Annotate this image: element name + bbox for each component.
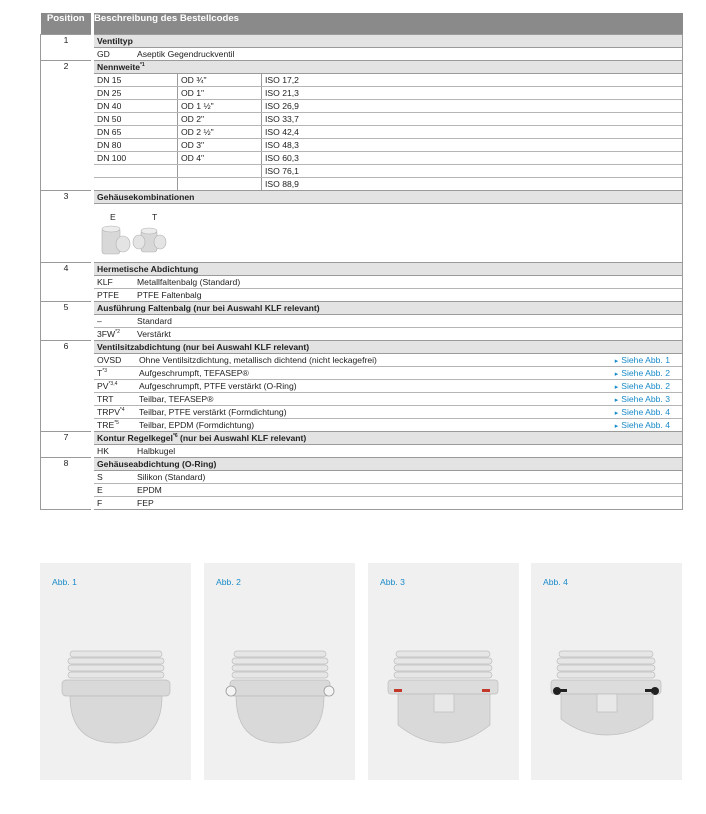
code: GD [97, 49, 110, 59]
figure-label: Abb. 1 [52, 577, 77, 587]
section-title: Ventiltyp [94, 35, 682, 48]
section-control-plug-contour [93, 432, 683, 458]
see-figure-link[interactable]: ▸ Siehe Abb. 4 [615, 419, 670, 433]
iso-value: ISO 26,9 [262, 100, 683, 113]
see-figure-link[interactable]: ▸ Siehe Abb. 1 [615, 354, 670, 368]
section-valve-type [93, 35, 683, 61]
section-housing-combinations [93, 191, 683, 263]
see-figure-link[interactable]: ▸ Siehe Abb. 2 [615, 367, 670, 381]
code-row [94, 497, 682, 509]
od-value: OD 2 ½" [178, 126, 262, 139]
od-value: OD 4" [178, 152, 262, 165]
section-title-suffix: (nur bei Auswahl KLF relevant) [177, 433, 307, 443]
code [97, 419, 139, 431]
code-text: Teilbar, TEFASEP® [139, 394, 214, 404]
section-title-text: Kontur Regelkegel [97, 433, 173, 443]
figure-label: Abb. 2 [216, 577, 241, 587]
figure-2 [204, 563, 355, 780]
dn-value [94, 178, 178, 191]
figure-3 [368, 563, 519, 780]
code: E [97, 485, 103, 495]
see-figure-link[interactable]: ▸ Siehe Abb. 2 [615, 380, 670, 394]
code-row [94, 471, 682, 484]
od-value: OD 2" [178, 113, 262, 126]
dn-value: DN 100 [94, 152, 178, 165]
code [97, 367, 139, 379]
dn-value: DN 40 [94, 100, 178, 113]
code [97, 315, 137, 327]
code-row [94, 393, 682, 406]
section-title: Ventilsitzabdichtung (nur bei Auswahl KLF relevant) [94, 341, 682, 354]
code: PTFE [97, 290, 119, 300]
code-text: Aufgeschrumpft, PTFE verstärkt (O-Ring) [139, 381, 297, 391]
code-text: FEP [137, 498, 154, 508]
valve-seat-illustration-3 [368, 603, 519, 753]
code-row [94, 419, 682, 431]
code: KLF [97, 277, 113, 287]
see-figure-link[interactable]: ▸ Siehe Abb. 3 [615, 393, 670, 407]
section-housing-seal [93, 458, 683, 510]
code-value: PV [97, 381, 109, 391]
footnote-mark: *6 [172, 433, 178, 439]
iso-value: ISO 88,9 [265, 179, 299, 189]
code-row [94, 380, 682, 393]
figure-1 [40, 563, 191, 780]
position-number: 7 [41, 432, 93, 458]
od-value: OD ¾" [178, 74, 262, 87]
position-number: 6 [41, 341, 93, 432]
code [97, 354, 139, 366]
iso-value: ISO 42,4 [262, 126, 683, 139]
code-row [94, 315, 682, 328]
code [97, 406, 139, 418]
see-figure-link[interactable]: ▸ Siehe Abb. 4 [615, 406, 670, 420]
footnote-mark: *1 [139, 62, 145, 68]
section-bellows-design [93, 302, 683, 341]
code-text: Silikon (Standard) [137, 472, 206, 482]
header-description: Beschreibung des Bestellcodes [93, 13, 683, 35]
position-number: 1 [41, 35, 93, 61]
position-number: 4 [41, 263, 93, 302]
order-code-table [40, 13, 683, 510]
code: S [97, 472, 103, 482]
housing-e-t-image [99, 224, 219, 264]
iso-value: ISO 48,3 [262, 139, 683, 152]
section-title: Gehäusekombinationen [94, 191, 682, 204]
housing-images [94, 204, 682, 262]
section-title [94, 432, 682, 445]
code-row [94, 445, 682, 457]
iso-value: ISO 21,3 [262, 87, 683, 100]
code-row [94, 276, 682, 289]
dn-value: DN 50 [94, 113, 178, 126]
code-row [94, 289, 682, 301]
code-text: Aufgeschrumpft, TEFASEP® [139, 368, 249, 378]
housing-label-e: E [110, 212, 116, 222]
code-value: 3FW [97, 329, 116, 339]
iso-value: ISO 60,3 [262, 152, 683, 165]
code-text: PTFE Faltenbalg [137, 290, 202, 300]
footnote-mark: *4 [119, 407, 125, 413]
housing-label-t: T [152, 212, 158, 222]
od-value [178, 178, 262, 191]
dn-value: DN 25 [94, 87, 178, 100]
code [97, 328, 137, 340]
code-value: T [97, 368, 103, 378]
code-row [94, 367, 682, 380]
section-title: Ausführung Faltenbalg (nur bei Auswahl KLF relevant) [94, 302, 682, 315]
code [97, 380, 139, 392]
code-row [94, 484, 682, 497]
dn-value [94, 165, 178, 178]
code-row [94, 328, 682, 340]
section-title: Hermetische Abdichtung [94, 263, 682, 276]
section-title-text: Nennweite [97, 62, 140, 72]
code-text: Verstärkt [137, 329, 171, 339]
code-row [94, 354, 682, 367]
code-text: Aseptik Gegendruckventil [137, 49, 235, 59]
dn-value: DN 80 [94, 139, 178, 152]
code-text: Teilbar, PTFE verstärkt (Formdichtung) [139, 407, 287, 417]
section-title: Gehäuseabdichtung (O-Ring) [94, 458, 682, 471]
header-position: Position [41, 13, 93, 35]
figure-label: Abb. 4 [543, 577, 568, 587]
position-number: 8 [41, 458, 93, 510]
iso-value: ISO 33,7 [262, 113, 683, 126]
code-row [94, 48, 682, 60]
footnote-mark: *3,4 [108, 381, 118, 387]
code-value: TRT [97, 394, 114, 404]
od-value: OD 3" [178, 139, 262, 152]
section-valve-seat-seal [93, 341, 683, 432]
code-value: TRE [97, 420, 115, 430]
section-nominal-size [93, 61, 683, 191]
code: F [97, 498, 103, 508]
iso-value: ISO 76,1 [262, 165, 683, 178]
od-value: OD 1 ½" [178, 100, 262, 113]
code-row [94, 406, 682, 419]
code-value: – [97, 316, 102, 326]
code-text: Standard [137, 316, 172, 326]
valve-seat-illustration-4 [531, 603, 682, 753]
valve-seat-illustration-2 [204, 603, 355, 753]
position-number: 2 [41, 61, 93, 191]
section-title [94, 61, 682, 74]
code-text: EPDM [137, 485, 162, 495]
dn-value: DN 65 [94, 126, 178, 139]
od-value [178, 165, 262, 178]
footnote-mark: *5 [114, 420, 119, 426]
figure-4 [531, 563, 682, 780]
size-table [94, 74, 682, 190]
code: HK [97, 446, 109, 456]
position-number: 5 [41, 302, 93, 341]
code-text: Metallfaltenbalg (Standard) [137, 277, 241, 287]
code-text: Halbkugel [137, 446, 176, 456]
footnote-mark: *3 [102, 368, 107, 374]
code-text: Teilbar, EPDM (Formdichtung) [139, 420, 255, 430]
valve-seat-illustration-1 [40, 603, 191, 753]
position-number: 3 [41, 191, 93, 263]
code-value: OVSD [97, 355, 122, 365]
code [97, 393, 139, 405]
footnote-mark: *2 [115, 329, 120, 335]
od-value: OD 1" [178, 87, 262, 100]
iso-value: ISO 17,2 [262, 74, 683, 87]
dn-value: DN 15 [94, 74, 178, 87]
code-text: Ohne Ventilsitzdichtung, metallisch dichtend (nicht leckagefrei) [139, 355, 377, 365]
figure-label: Abb. 3 [380, 577, 405, 587]
section-hermetic-seal [93, 263, 683, 302]
code-value: TRPV [97, 407, 120, 417]
